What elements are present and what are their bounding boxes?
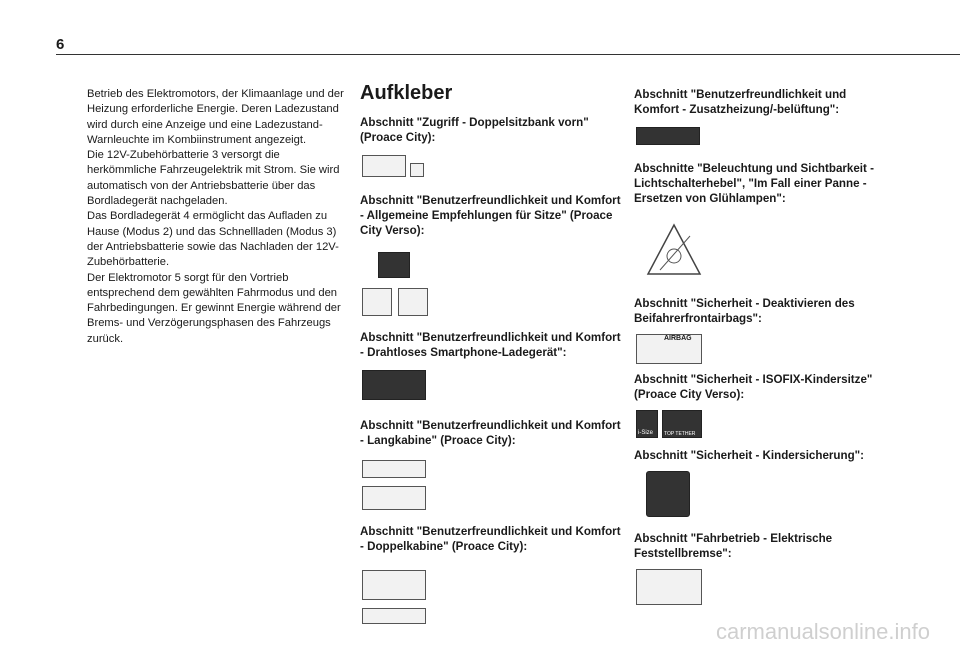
label-parking-brake	[634, 569, 894, 609]
page-number: 6	[56, 36, 65, 53]
seat-adjust-label-icon	[378, 252, 410, 278]
middle-column	[360, 82, 625, 630]
section-title: Abschnitt "Benutzerfreundlichkeit und Komfort - Drahtloses Smartphone-Ladegerät":	[360, 331, 621, 359]
seat-icon	[410, 163, 424, 177]
section-title: Abschnitt "Fahrbetrieb - Elektrische Feststellbremse":	[634, 532, 833, 560]
headrest-label-icon	[398, 288, 428, 316]
label-aux-heater	[634, 123, 894, 157]
label-child-lock	[634, 471, 894, 527]
aux-heater-label-icon	[636, 127, 700, 145]
paragraph: Das Bordladegerät 4 ermöglicht das Aufladen zu Hause (Modus 2) und das Schnellladen (Modus 3) der Antriebsbatterie sowie das Nachladen der 12V-Zubehörbatterie.	[87, 210, 339, 269]
child-lock-label-icon	[646, 471, 690, 517]
seat-warning-label-icon	[362, 155, 406, 177]
label-front-bench	[360, 153, 625, 187]
section-title: Abschnitt "Zugriff - Doppelsitzbank vorn" (Proace City):	[360, 116, 589, 144]
headrest-label-icon	[362, 288, 392, 316]
label-seats	[360, 244, 625, 324]
paragraph: Die 12V-Zubehörbatterie 3 versorgt die herkömmliche Fahrzeugelektrik mit Strom. Sie wird automatisch von der Antriebsbatterie über das Bordladegerät nachgeladen.	[87, 149, 340, 208]
watermark: carmanualsonline.info	[715, 619, 930, 644]
label-isofix	[634, 410, 894, 444]
label-double-cab	[360, 560, 625, 630]
section-title: Abschnitt "Sicherheit - ISOFIX-Kindersitze" (Proace City Verso):	[634, 373, 873, 401]
section-heading: Aufkleber	[360, 82, 453, 104]
section-title: Abschnitt "Benutzerfreundlichkeit und Komfort - Zusatzheizung/-belüftung":	[634, 88, 847, 116]
section-title: Abschnitt "Benutzerfreundlichkeit und Komfort - Langkabine" (Proace City):	[360, 419, 621, 447]
section-title: Abschnitt "Benutzerfreundlichkeit und Komfort - Allgemeine Empfehlungen für Sitze" (Proace City Verso):	[360, 194, 621, 237]
double-cab-label-icon	[362, 608, 426, 624]
label-long-cab	[360, 456, 625, 516]
bulb-warning-triangle-icon	[646, 222, 702, 278]
wireless-charger-label-icon	[362, 370, 426, 400]
isize-label-text: i-Size	[638, 430, 654, 436]
top-tether-label-text: TOP TETHER	[664, 431, 696, 437]
label-airbag	[634, 334, 894, 368]
long-cab-label-icon	[362, 460, 426, 478]
long-cab-warning-label-icon	[362, 486, 426, 510]
left-column	[87, 87, 347, 347]
section-title: Abschnitte "Beleuchtung und Sichtbarkeit - Lichtschalterhebel", "Im Fall einer Panne - Ersetzen von Glühlampen":	[634, 162, 874, 205]
double-cab-warning-label-icon	[362, 570, 426, 600]
label-wireless-charger	[360, 370, 625, 410]
section-title: Abschnitt "Sicherheit - Deaktivieren des Beifahrerfrontairbags":	[634, 297, 855, 325]
label-lights	[634, 212, 894, 292]
right-column	[634, 87, 894, 609]
section-title: Abschnitt "Benutzerfreundlichkeit und Komfort - Doppelkabine" (Proace City):	[360, 525, 621, 553]
paragraph: Der Elektromotor 5 sorgt für den Vortrieb entsprechend dem gewählten Fahrmodus und den Fahrbedingungen. Er gewinnt Energie während der Brems- und Verzögerungsphasen des Fahrzeugs zurück.	[87, 271, 341, 345]
paragraph: Betrieb des Elektromotors, der Klimaanlage und der Heizung erforderliche Energie. Deren Ladezustand wird durch eine Anzeige und eine Ladezustand-Warnleuchte im Kombiinstrument angezeigt.	[87, 88, 344, 146]
section-title: Abschnitt "Sicherheit - Kindersicherung":	[634, 449, 865, 462]
parking-brake-label-icon	[636, 569, 702, 605]
header-rule	[56, 54, 960, 55]
airbag-label-text: AIRBAG	[664, 335, 692, 342]
